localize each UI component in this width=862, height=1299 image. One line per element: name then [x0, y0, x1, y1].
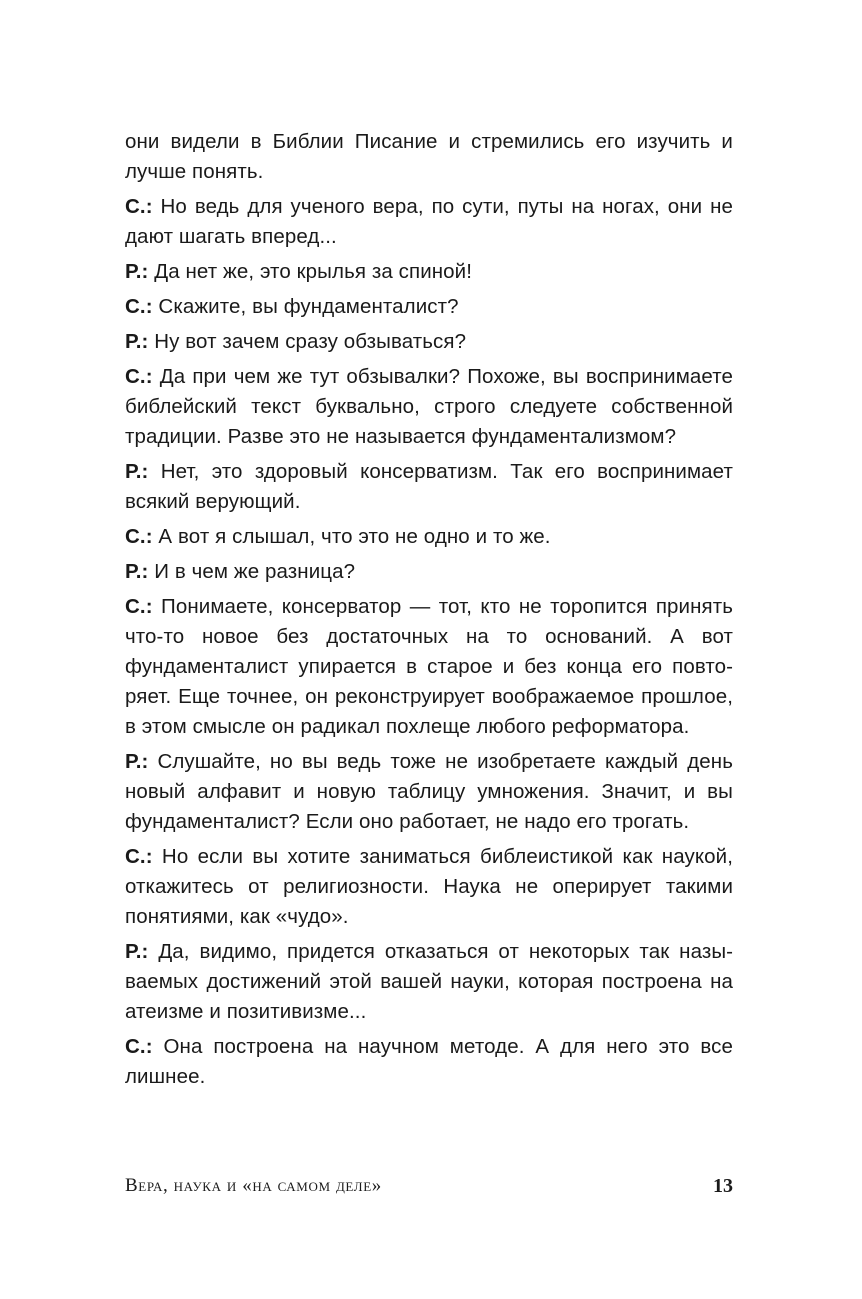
- paragraph-text: Но если вы хотите заниматься библеистикой как наукой, откажитесь от религиозности. Наука не оперирует такими понятиями, как «чудо».: [125, 845, 733, 928]
- speaker-label: Р.:: [125, 330, 149, 353]
- speaker-label: С.:: [125, 295, 153, 318]
- paragraph-text: А вот я слышал, что это не одно и то же.: [152, 525, 551, 548]
- paragraph-12: [125, 937, 733, 1027]
- running-title: Вера, наука и «на самом деле»: [125, 1175, 382, 1196]
- paragraph-9: [125, 592, 733, 742]
- speaker-label: Р.:: [125, 260, 149, 283]
- paragraph-11: [125, 842, 733, 932]
- paragraph-8: [125, 557, 733, 587]
- paragraph-text: Да, видимо, придется отказаться от некоторых так называемых достижений этой вашей науки, которая построена на атеизме и позитивизме...: [125, 940, 733, 1023]
- paragraph-4: [125, 327, 733, 357]
- speaker-label: Р.:: [125, 750, 149, 773]
- speaker-label: С.:: [125, 845, 153, 868]
- speaker-label: Р.:: [125, 560, 149, 583]
- paragraph-1: [125, 192, 733, 252]
- paragraph-text: Нет, это здоровый консерватизм. Так его воспринимает всякий верующий.: [125, 460, 733, 513]
- paragraph-2: [125, 257, 733, 287]
- page-number: 13: [713, 1175, 733, 1197]
- paragraph-text: Но ведь для ученого вера, по сути, путы на ногах, они не дают шагать вперед...: [125, 195, 733, 248]
- paragraph-0: [125, 127, 733, 187]
- speaker-label: С.:: [125, 365, 153, 388]
- speaker-label: Р.:: [125, 940, 149, 963]
- paragraph-text: Ну вот зачем сразу обзываться?: [148, 330, 467, 353]
- speaker-label: С.:: [125, 1035, 153, 1058]
- paragraph-text: Слушайте, но вы ведь тоже не изобретаете каждый день новый алфавит и новую таблицу умножения. Значит, и вы фундаменталист? Если оно работает, не надо его трогать.: [125, 750, 733, 833]
- paragraph-5: [125, 362, 733, 452]
- paragraph-text: Понимаете, консерватор — тот, кто не торопится принять что-то новое без достаточных на то оснований. А вот фундаменталист упирается в старое и без конца его повторяет. Еще точнее, он реконструирует воображаемое прошлое, в этом смысле он радикал похлеще любого реформатора.: [125, 595, 733, 738]
- paragraph-13: [125, 1032, 733, 1092]
- paragraph-10: [125, 747, 733, 837]
- speaker-label: С.:: [125, 525, 153, 548]
- paragraph-text: Да нет же, это крылья за спиной!: [148, 260, 473, 283]
- paragraph-text: они видели в Библии Писание и стремились его изучить и лучше понять.: [125, 130, 733, 183]
- paragraph-text: Она построена на научном методе. А для него это все лишнее.: [125, 1035, 733, 1088]
- paragraph-text: Да при чем же тут обзывалки? Похоже, вы воспринимаете библейский текст буквально, строго следуете собственной традиции. Разве это не называется фундаментализмом?: [125, 365, 733, 448]
- page-footer: [125, 1175, 733, 1201]
- paragraph-text: Скажите, вы фундаменталист?: [152, 295, 459, 318]
- body-text: [125, 127, 733, 1097]
- paragraph-text: И в чем же разница?: [148, 560, 356, 583]
- paragraph-7: [125, 522, 733, 552]
- paragraph-6: [125, 457, 733, 517]
- speaker-label: С.:: [125, 195, 153, 218]
- paragraph-3: [125, 292, 733, 322]
- speaker-label: Р.:: [125, 460, 149, 483]
- speaker-label: С.:: [125, 595, 153, 618]
